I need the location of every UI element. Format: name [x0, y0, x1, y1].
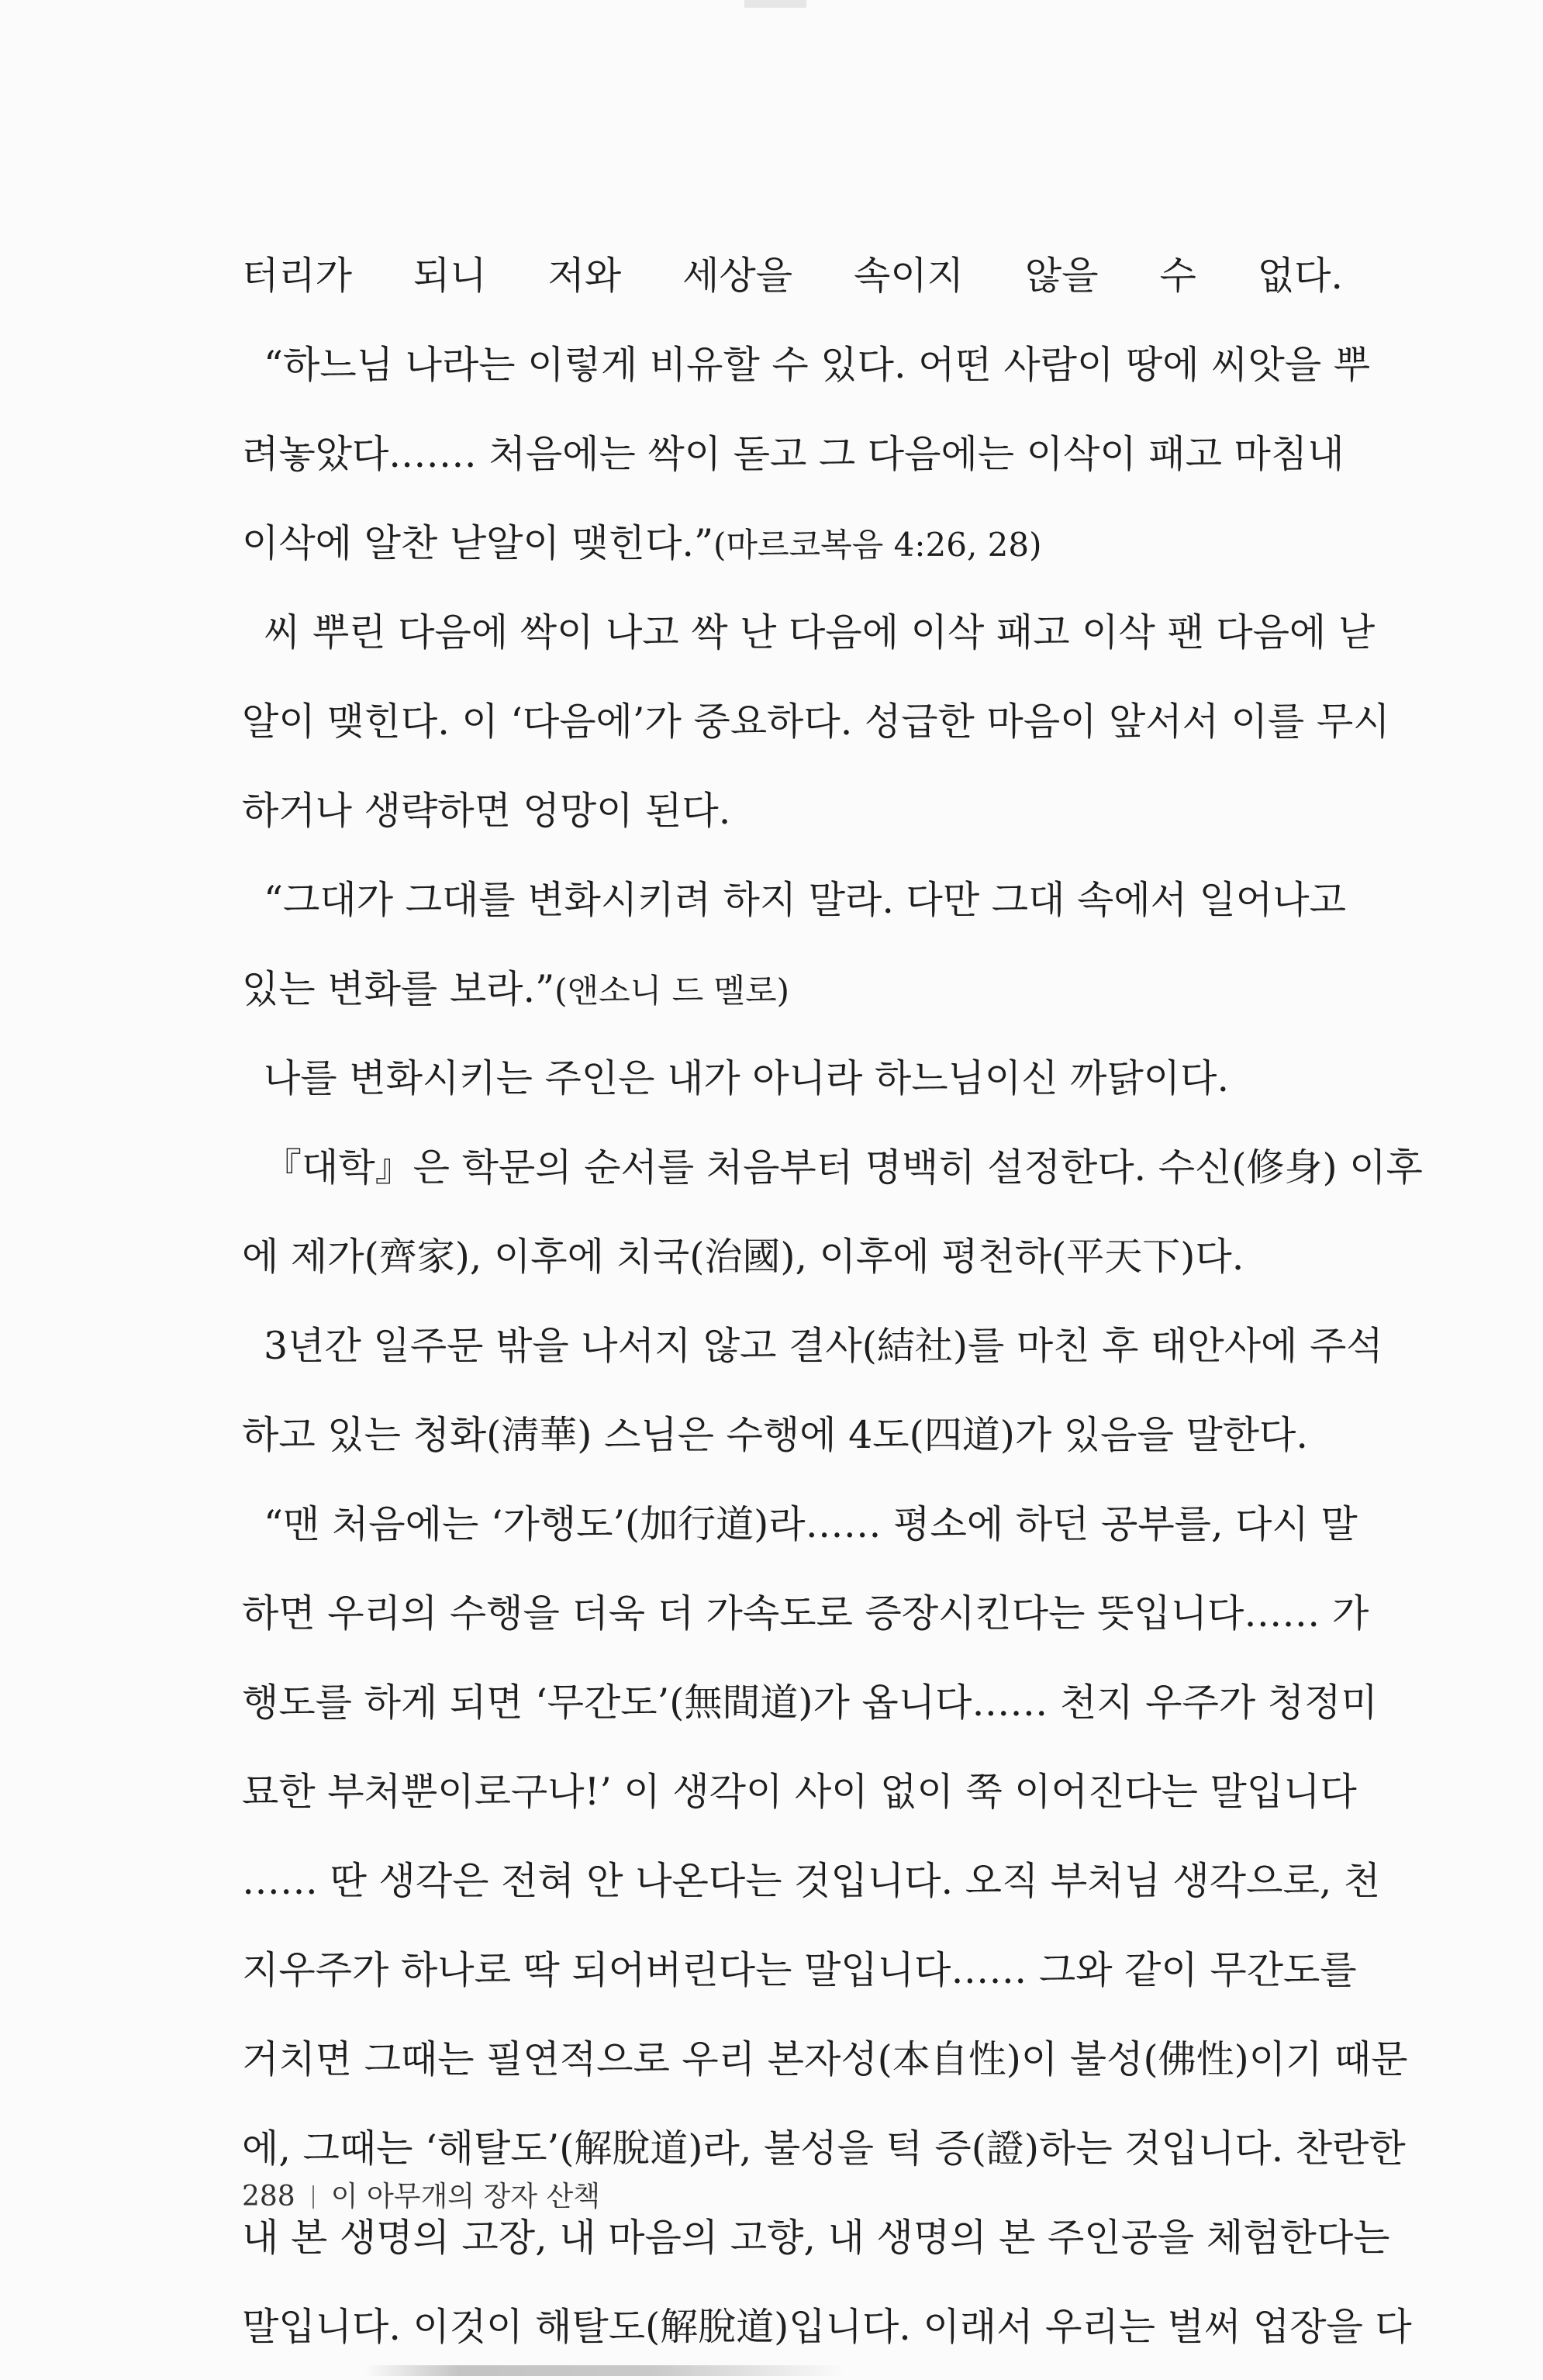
text-line: 에, 그때는 ‘해탈도’(解脫道)라, 불성을 턱 증(證)하는 것입니다. 찬란한	[242, 2126, 1406, 2171]
scan-smudge-top	[744, 0, 806, 8]
text-line-with-citation	[242, 499, 1343, 588]
text-line: “그대가 그대를 변화시키려 하지 말라. 다만 그대 속에서 일어나고	[264, 878, 1346, 922]
text-line: 묘한 부처뿐이로구나!’ 이 생각이 사이 없이 쭉 이어진다는 말입니다	[242, 1770, 1357, 1814]
text-line: 하고 있는 청화(淸華) 스님은 수행에 4도(四道)가 있음을 말한다.	[242, 1413, 1308, 1457]
text-line: 에 제가(齊家), 이후에 치국(治國), 이후에 평천하(平天下)다.	[242, 1235, 1244, 1279]
text-line: 터리가 되니 저와 세상을 속이지 않을 수 없다.	[242, 254, 1343, 298]
text-line: 려놓았다.…… 처음에는 싹이 돋고 그 다음에는 이삭이 패고 마침내	[242, 432, 1345, 476]
text-line: 거치면 그때는 필연적으로 우리 본자성(本自性)이 불성(佛性)이기 때문	[242, 2037, 1408, 2081]
text-line: 행도를 하게 되면 ‘무간도’(無間道)가 옵니다…… 천지 우주가 청정미	[242, 1681, 1378, 1725]
text-line: 알이 맺힌다. 이 ‘다음에’가 중요하다. 성급한 마음이 앞서서 이를 무시	[242, 699, 1390, 744]
text-line: 하면 우리의 수행을 더욱 더 가속도로 증장시킨다는 뜻입니다…… 가	[242, 1591, 1369, 1636]
page-footer	[242, 2174, 600, 2220]
text-line: 말입니다. 이것이 해탈도(解脫道)입니다. 이래서 우리는 벌써 업장을 다	[242, 2305, 1412, 2349]
text-line: …… 딴 생각은 전혀 안 나온다는 것입니다. 오직 부처님 생각으로, 천	[242, 1859, 1381, 1903]
page-number: 288	[242, 2181, 295, 2212]
text-line: 『대학』은 학문의 순서를 처음부터 명백히 설정한다. 수신(修身) 이후	[264, 1145, 1423, 1190]
text-line: 지우주가 하나로 딱 되어버린다는 말입니다…… 그와 같이 무간도를	[242, 1948, 1357, 1992]
text-line: 내 본 생명의 고장, 내 마음의 고향, 내 생명의 본 주인공을 체험한다는	[242, 2216, 1390, 2260]
text-line: “하느님 나라는 이렇게 비유할 수 있다. 어떤 사람이 땅에 씨앗을 뿌	[264, 343, 1371, 387]
text-line: 있는 변화를 보라.”	[242, 967, 555, 1011]
scan-smudge-bottom	[364, 2365, 845, 2376]
text-line: 이삭에 알찬 낟알이 맺힌다.”	[242, 521, 714, 565]
text-line-with-citation	[242, 945, 1343, 1034]
text-line: 씨 뿌린 다음에 싹이 나고 싹 난 다음에 이삭 패고 이삭 팬 다음에 낟	[264, 610, 1376, 655]
footer-divider	[312, 2185, 314, 2209]
text-line: “맨 처음에는 ‘가행도’(加行道)라…… 평소에 하던 공부를, 다시 말	[264, 1502, 1358, 1546]
text-line: 3년간 일주문 밖을 나서지 않고 결사(結社)를 마친 후 태안사에 주석	[264, 1324, 1383, 1368]
citation: (마르코복음 4:26, 28)	[713, 526, 1042, 564]
text-line: 나를 변화시키는 주인은 내가 아니라 하느님이신 까닭이다.	[264, 1056, 1230, 1100]
text-line: 하거나 생략하면 엉망이 된다.	[242, 789, 731, 833]
citation: (앤소니 드 멜로)	[554, 972, 790, 1010]
book-title: 이 아무개의 장자 산책	[330, 2181, 601, 2212]
body-text	[242, 231, 1423, 2371]
